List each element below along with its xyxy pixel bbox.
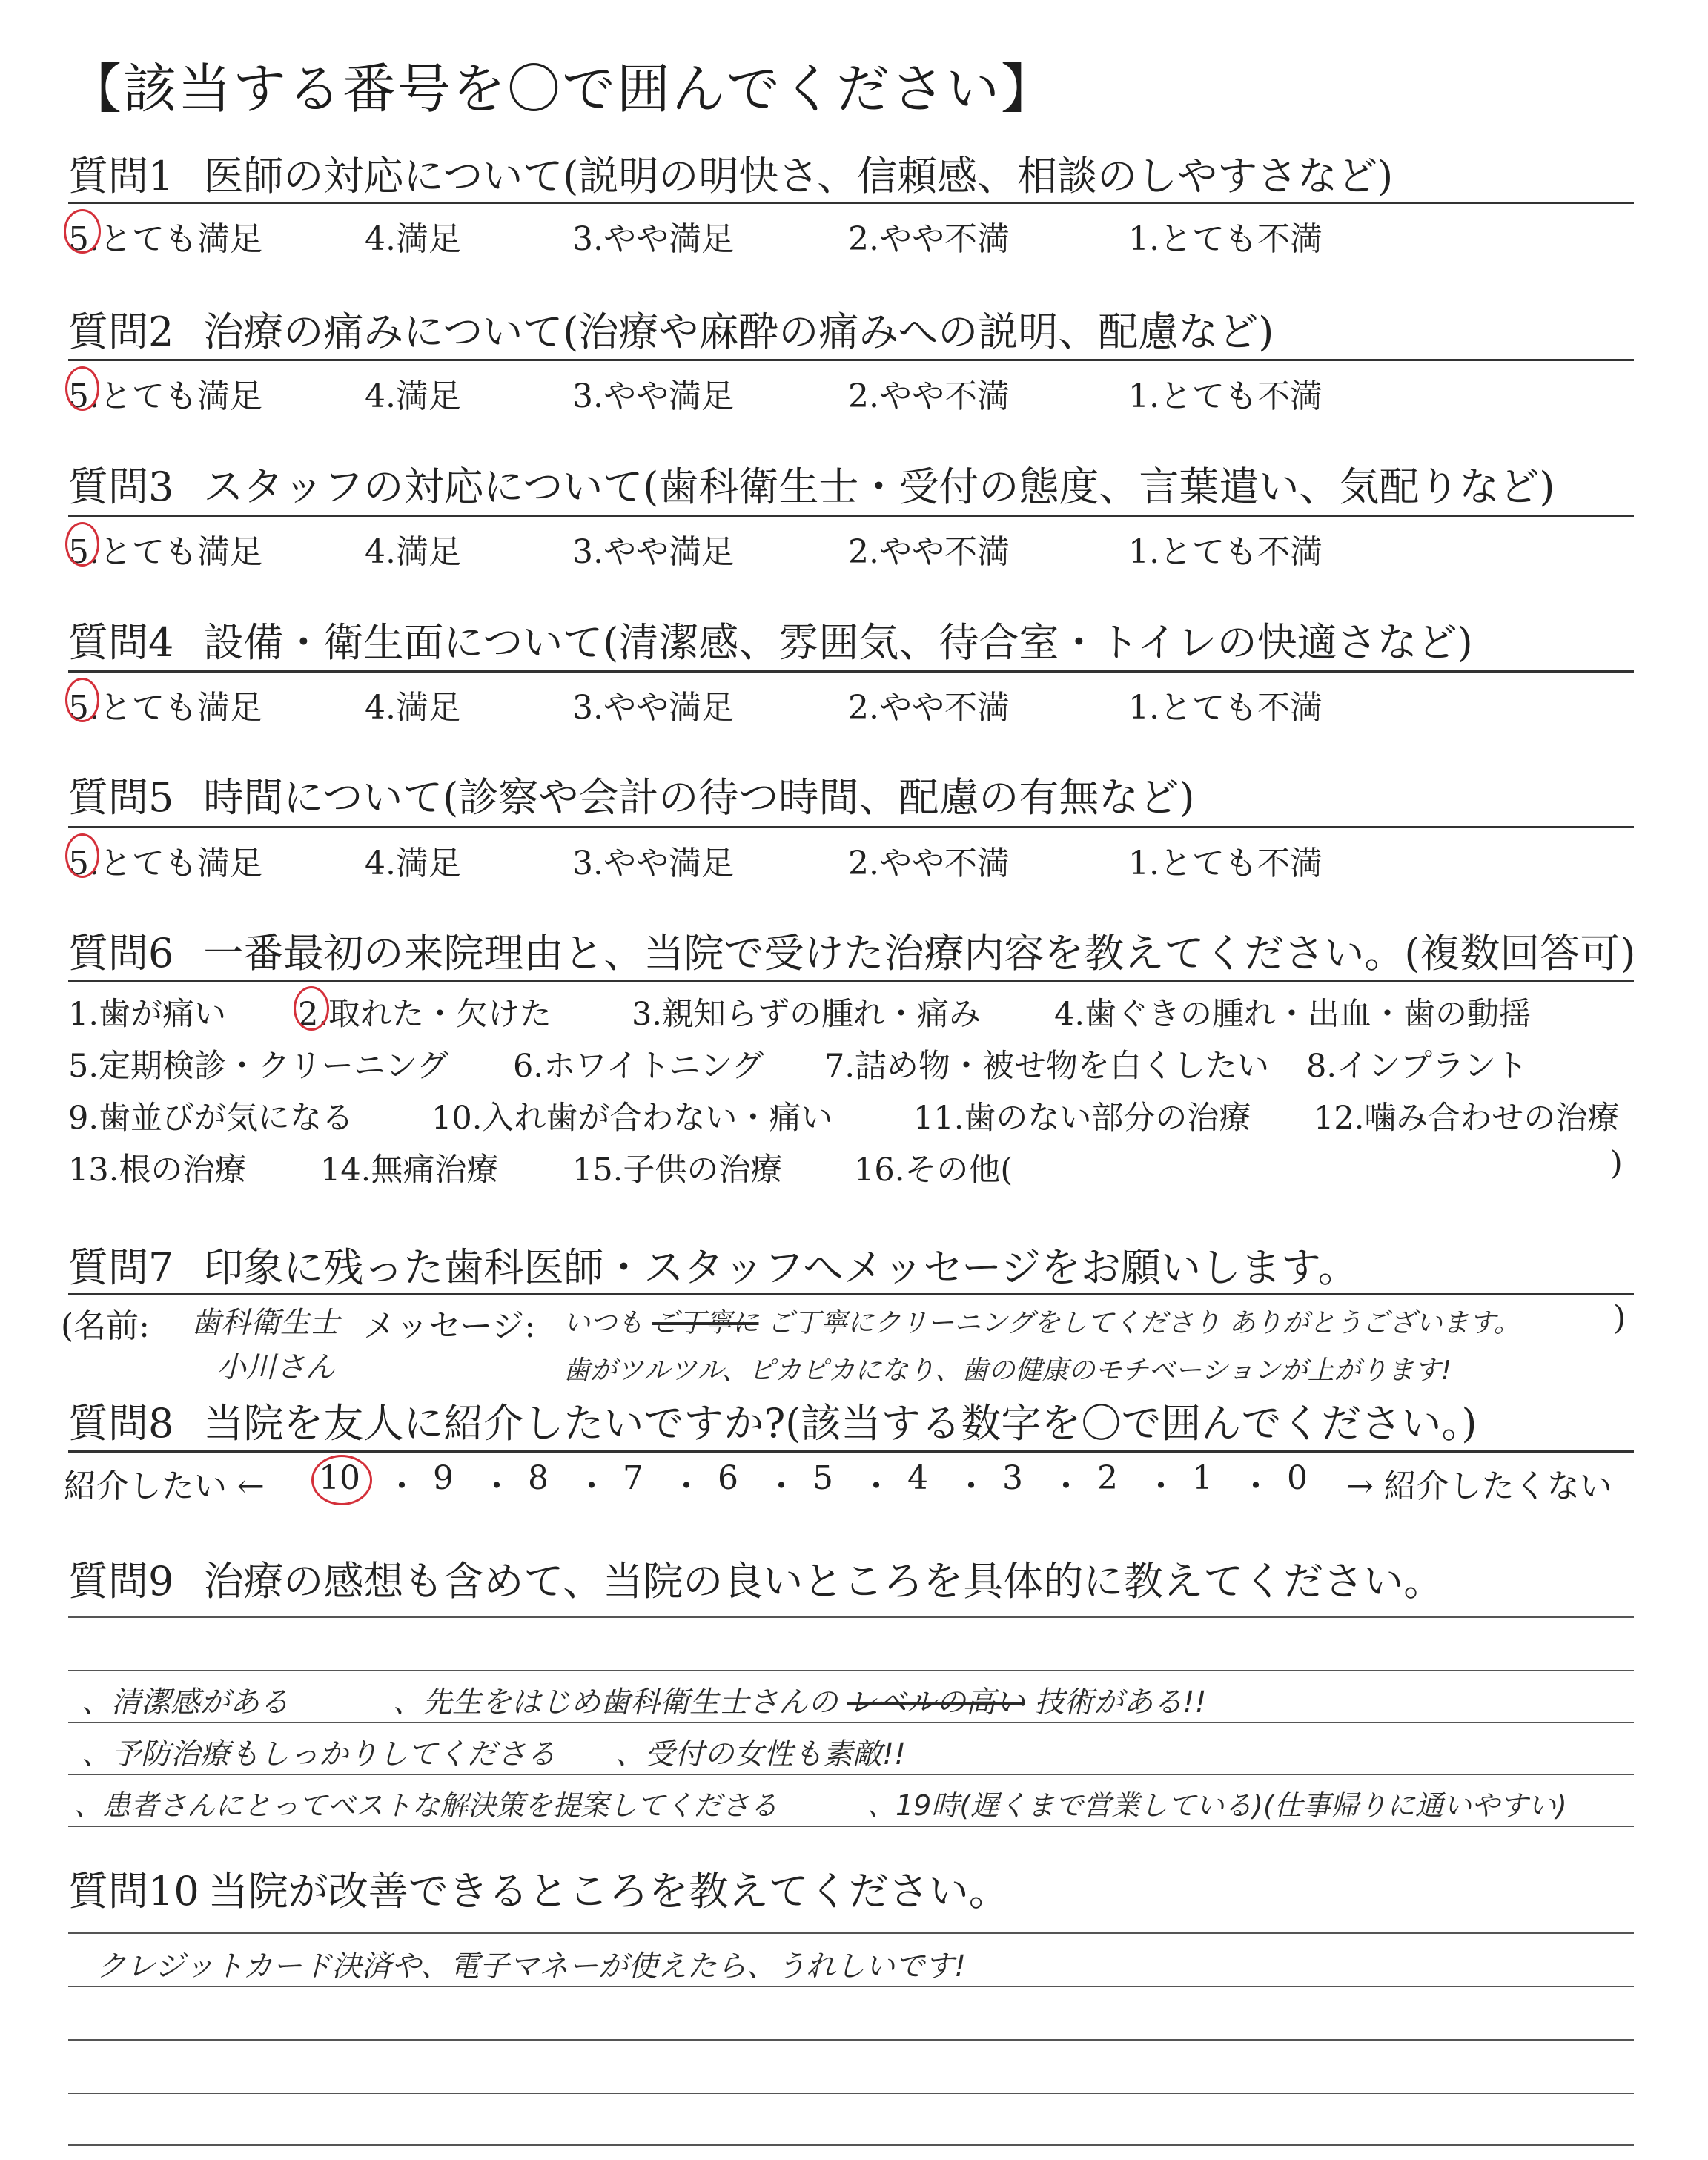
question-10 [68, 1867, 1632, 1916]
answer-line [68, 1986, 1634, 1987]
divider [68, 359, 1634, 361]
option-4[interactable]: 4.歯ぐきの腫れ・出血・歯の動揺 [1054, 996, 1532, 1033]
rating-option-4[interactable]: 4.満足 [365, 845, 461, 882]
selection-circle [65, 366, 99, 411]
score-5[interactable]: 5 [812, 1459, 833, 1497]
option-10[interactable]: 10.入れ歯が合わない・痛い [431, 1100, 833, 1137]
rating-option-1[interactable]: 1.とても不満 [1128, 533, 1323, 571]
option-16-close: ) [1610, 1145, 1623, 1182]
message-prefix: いつも [563, 1308, 644, 1338]
score-3[interactable]: 3 [1002, 1459, 1023, 1497]
answer-line [68, 2144, 1634, 2146]
question-number: 質問7 [68, 1244, 174, 1291]
option-5[interactable]: 5.定期検診・クリーニング [68, 1048, 449, 1085]
message-line1[interactable] [563, 1302, 1520, 1340]
rating-option-5[interactable]: 5.とても満足 [68, 533, 262, 571]
question-1 [68, 152, 1632, 201]
option-1[interactable]: 1.歯が痛い [68, 996, 227, 1033]
question-number: 質問3 [68, 463, 174, 510]
option-9[interactable]: 9.歯並びが気になる [68, 1100, 354, 1137]
divider [68, 826, 1634, 828]
answer-line [68, 1774, 1634, 1775]
message-line2[interactable]: 歯がツルツル、ピカピカになり、歯の健康のモチベーションが上がります! [563, 1355, 1452, 1386]
struck-text: レベルの高い [847, 1685, 1025, 1720]
question-5 [68, 773, 1632, 822]
selection-circle [294, 986, 329, 1031]
option-3[interactable]: 3.親知らずの腫れ・痛み [632, 996, 982, 1033]
separator-dot: ・ [385, 1467, 418, 1505]
separator-dot: ・ [860, 1467, 893, 1505]
rating-option-2[interactable]: 2.やや不満 [848, 533, 1010, 571]
question-text: 一番最初の来院理由と、当院で受けた治療内容を教えてください。(複数回答可) [203, 930, 1636, 977]
divider [68, 1293, 1634, 1295]
divider [68, 1450, 1634, 1453]
rating-option-5[interactable]: 5.とても満足 [68, 377, 262, 415]
rating-option-5[interactable]: 5.とても満足 [68, 689, 262, 727]
option-14[interactable]: 14.無痛治療 [320, 1152, 499, 1189]
option-6[interactable]: 6.ホワイトニング [513, 1048, 764, 1085]
question-8 [68, 1399, 1632, 1448]
recommend-left-label: 紹介したい ← [64, 1467, 265, 1505]
question-text: 時間について(診察や会計の待つ時間、配慮の有無など) [203, 774, 1195, 821]
rating-option-1[interactable]: 1.とても不満 [1128, 220, 1323, 258]
question-text: 印象に残った歯科医師・スタッフへメッセージをお願いします。 [203, 1244, 1358, 1291]
struck-text: ご丁寧に [652, 1308, 759, 1338]
score-7[interactable]: 7 [623, 1459, 643, 1497]
option-11[interactable]: 11.歯のない部分の治療 [913, 1100, 1251, 1137]
answer-line [68, 2093, 1634, 2094]
question-number: 質問2 [68, 308, 174, 355]
rating-option-4[interactable]: 4.満足 [365, 377, 461, 415]
answer-solution[interactable]: 、患者さんにとってベストな解決策を提案してくださる [74, 1789, 778, 1822]
answer-line [68, 2039, 1634, 2041]
option-13[interactable]: 13.根の治療 [68, 1152, 247, 1189]
separator-dot: ・ [1239, 1467, 1272, 1505]
question-number: 質問10 [68, 1868, 199, 1915]
rating-option-5[interactable]: 5.とても満足 [68, 220, 262, 258]
rating-option-3[interactable]: 3.やや満足 [572, 220, 734, 258]
answer-hours[interactable]: 、19時(遅くまで営業している)(仕事帰りに通いやすい) [867, 1789, 1567, 1822]
answer-reception[interactable]: 、受付の女性も素敵!! [615, 1737, 907, 1771]
rating-option-2[interactable]: 2.やや不満 [848, 845, 1010, 882]
option-7[interactable]: 7.詰め物・被せ物を白くしたい [824, 1048, 1270, 1085]
message-line1-text: ご丁寧にクリーニングをしてくださり ありがとうございます。 [767, 1308, 1520, 1338]
rating-option-2[interactable]: 2.やや不満 [848, 377, 1010, 415]
question-text: 治療の痛みについて(治療や麻酔の痛みへの説明、配慮など) [203, 308, 1274, 355]
question-4 [68, 618, 1632, 667]
question-7 [68, 1244, 1632, 1292]
rating-option-4[interactable]: 4.満足 [365, 533, 461, 571]
message-label: メッセージ: [363, 1307, 536, 1345]
question-text: 当院が改善できるところを教えてください。 [208, 1868, 1009, 1915]
question-text: 治療の感想も含めて、当院の良いところを具体的に教えてください。 [203, 1558, 1444, 1605]
rating-option-1[interactable]: 1.とても不満 [1128, 689, 1323, 727]
question-text: 医師の対応について(説明の明快さ、信頼感、相談のしやすさなど) [203, 153, 1394, 199]
answer-prevention[interactable]: 、予防治療もしっかりしてくださる [82, 1737, 556, 1771]
score-4[interactable]: 4 [907, 1459, 928, 1497]
recommend-right-label: → 紹介したくない [1346, 1467, 1612, 1505]
rating-option-2[interactable]: 2.やや不満 [848, 220, 1010, 258]
form-title: 【該当する番号を〇で囲んでください】 [68, 58, 1056, 120]
name-label: (名前: [61, 1307, 150, 1345]
divider [68, 515, 1634, 517]
question-9 [68, 1557, 1632, 1606]
rating-option-5[interactable]: 5.とても満足 [68, 845, 262, 882]
answer-skill-text: 技術がある!! [1034, 1685, 1207, 1720]
rating-option-3[interactable]: 3.やや満足 [572, 689, 734, 727]
question-number: 質問8 [68, 1400, 174, 1447]
recommend-scale [64, 1459, 1635, 1504]
answer-line [68, 1616, 1634, 1618]
separator-dot: ・ [1145, 1467, 1177, 1505]
question-3 [68, 463, 1632, 512]
rating-option-3[interactable]: 3.やや満足 [572, 377, 734, 415]
divider [68, 202, 1634, 204]
question-text: 設備・衛生面について(清潔感、雰囲気、待合室・トイレの快適さなど) [203, 619, 1473, 666]
answer-line [68, 1670, 1634, 1671]
rating-option-3[interactable]: 3.やや満足 [572, 533, 734, 571]
answer-line [68, 1722, 1634, 1723]
rating-option-4[interactable]: 4.満足 [365, 689, 461, 727]
question-text: 当院を友人に紹介したいですか?(該当する数字を〇で囲んでください。) [203, 1400, 1477, 1447]
question-number: 質問5 [68, 774, 174, 821]
selection-circle [311, 1455, 372, 1505]
score-9[interactable]: 9 [433, 1459, 454, 1497]
question-2 [68, 308, 1632, 357]
question-number: 質問6 [68, 930, 174, 977]
option-16[interactable]: 16.その他( [854, 1152, 1013, 1189]
rating-option-2[interactable]: 2.やや不満 [848, 689, 1010, 727]
selection-circle [65, 678, 99, 722]
separator-dot: ・ [480, 1467, 513, 1505]
selection-circle [65, 522, 99, 567]
improvement-answer[interactable]: クレジットカード決済や、電子マネーが使えたら、うれしいです! [96, 1949, 967, 1984]
separator-dot: ・ [1050, 1467, 1082, 1505]
option-15[interactable]: 15.子供の治療 [572, 1152, 783, 1189]
question-number: 質問4 [68, 619, 174, 666]
rating-option-4[interactable]: 4.満足 [365, 220, 461, 258]
answer-line [68, 1932, 1634, 1934]
score-1[interactable]: 1 [1192, 1459, 1213, 1497]
answer-line [68, 1826, 1634, 1827]
answer-staff-text: 、先生をはじめ歯科衛生士さんの [393, 1685, 838, 1720]
selection-circle [64, 209, 101, 254]
option-8[interactable]: 8.インプラント [1306, 1048, 1529, 1085]
question-number: 質問1 [68, 153, 174, 199]
question-text: スタッフの対応について(歯科衛生士・受付の態度、言葉遣い、気配りなど) [203, 463, 1555, 510]
rating-option-1[interactable]: 1.とても不満 [1128, 377, 1323, 415]
separator-dot: ・ [670, 1467, 703, 1505]
score-8[interactable]: 8 [528, 1459, 549, 1497]
separator-dot: ・ [765, 1467, 798, 1505]
separator-dot: ・ [955, 1467, 987, 1505]
score-2[interactable]: 2 [1097, 1459, 1118, 1497]
question-6 [68, 929, 1636, 978]
answer-clean[interactable]: 、清潔感がある [82, 1685, 289, 1720]
staff-name-line1[interactable]: 歯科衛生士 [191, 1306, 340, 1340]
staff-name-line2[interactable]: 小川さん [216, 1350, 335, 1384]
divider [68, 670, 1634, 673]
selection-circle [65, 833, 99, 878]
option-2[interactable]: 2.取れた・欠けた [298, 996, 552, 1033]
separator-dot: ・ [575, 1467, 608, 1505]
divider [68, 980, 1634, 982]
answer-staff[interactable] [393, 1679, 1207, 1721]
rating-option-3[interactable]: 3.やや満足 [572, 845, 734, 882]
score-10[interactable]: 10 [319, 1459, 360, 1497]
score-6[interactable]: 6 [718, 1459, 738, 1497]
question-number: 質問9 [68, 1558, 174, 1605]
rating-option-1[interactable]: 1.とても不満 [1128, 845, 1323, 882]
score-0[interactable]: 0 [1287, 1459, 1308, 1497]
close-paren: ) [1613, 1299, 1626, 1337]
option-12[interactable]: 12.噛み合わせの治療 [1314, 1100, 1620, 1137]
